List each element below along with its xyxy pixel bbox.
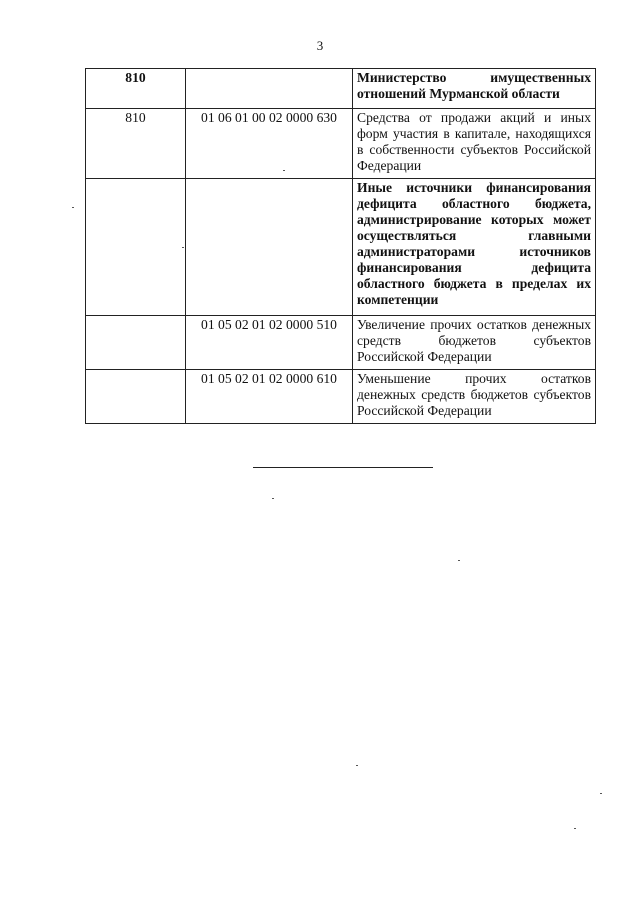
scan-speck	[272, 498, 274, 499]
table-row	[86, 179, 596, 316]
scan-speck	[600, 793, 602, 794]
scan-speck	[72, 207, 74, 208]
admin-code-cell	[86, 370, 186, 424]
table-row	[86, 370, 596, 424]
scan-speck	[182, 247, 184, 248]
source-code-cell: 01 06 01 00 02 0000 630	[186, 109, 353, 179]
source-name-cell: Уменьшение прочих остатков денежных средств бюджетов субъектов Российской Федерации	[353, 370, 596, 424]
source-name-cell: Средства от продажи акций и иных форм участия в капитале, находящихся в собственности субъектов Российской Федерации	[353, 109, 596, 179]
admin-code-cell: 810	[86, 69, 186, 109]
sources-table	[85, 68, 596, 424]
end-separator-line	[253, 467, 433, 468]
table-row	[86, 109, 596, 179]
source-name-cell: Иные источники финансирования дефицита областного бюджета, администрирование которых может осуществляться главными администраторами источников финансирования дефицита областного бюджета в пределах их компетенции	[353, 179, 596, 316]
table-row	[86, 316, 596, 370]
source-code-cell: 01 05 02 01 02 0000 610	[186, 370, 353, 424]
source-code-cell	[186, 179, 353, 316]
scan-speck	[283, 170, 285, 171]
source-code-cell	[186, 69, 353, 109]
source-name-cell: Министерство имущественных отношений Мурманской области	[353, 69, 596, 109]
source-name-cell: Увеличение прочих остатков денежных средств бюджетов субъектов Российской Федерации	[353, 316, 596, 370]
table-row	[86, 69, 596, 109]
admin-code-cell: 810	[86, 109, 186, 179]
admin-code-cell	[86, 179, 186, 316]
scan-speck	[458, 560, 460, 561]
scan-speck	[356, 765, 358, 766]
admin-code-cell	[86, 316, 186, 370]
source-code-cell: 01 05 02 01 02 0000 510	[186, 316, 353, 370]
page-number: 3	[316, 38, 324, 53]
scan-speck	[574, 828, 576, 829]
